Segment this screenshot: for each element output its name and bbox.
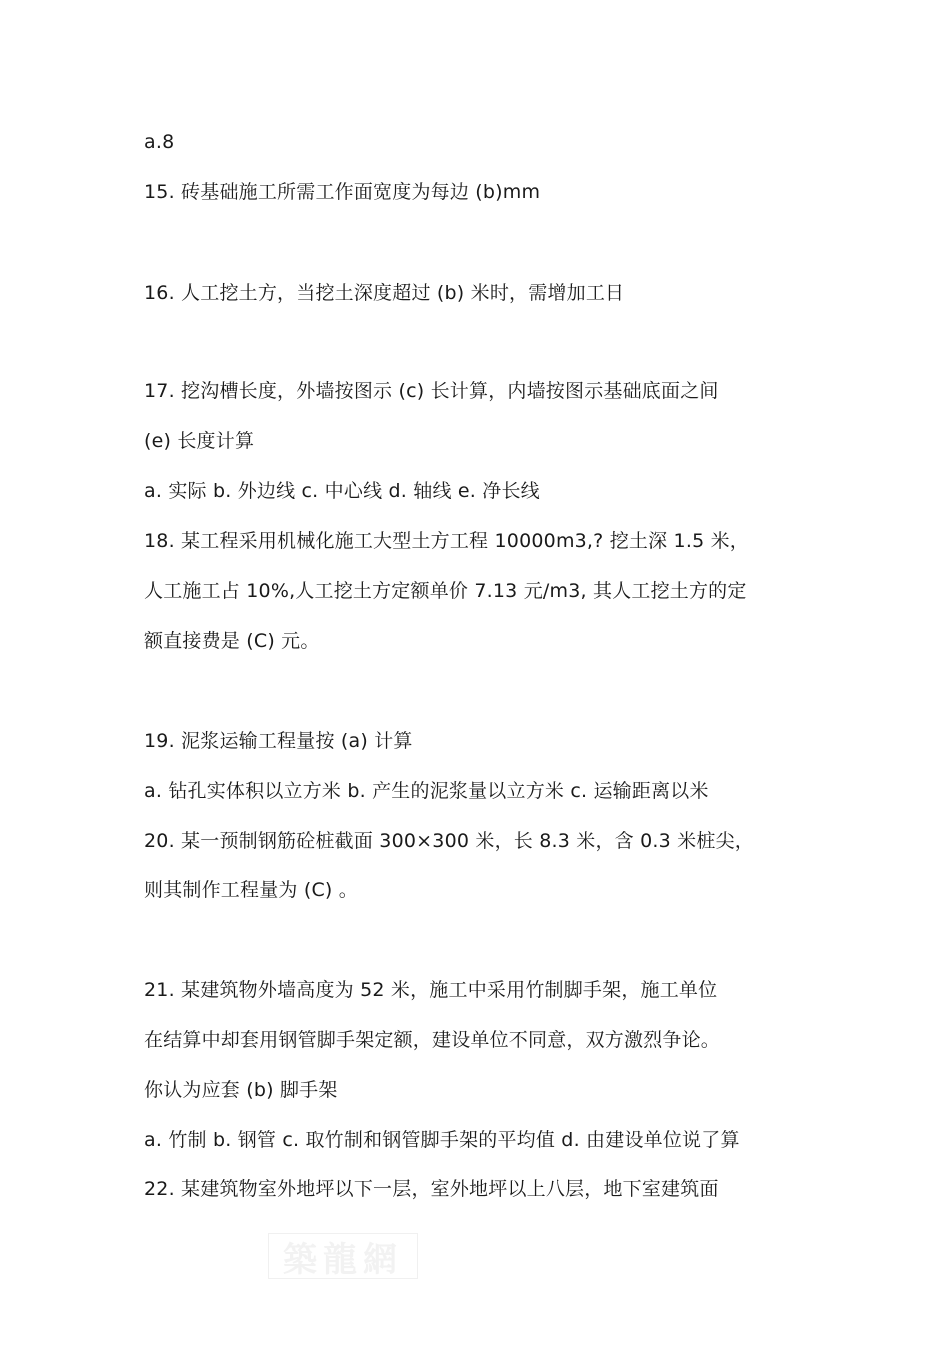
question-20: 20. 某一预制钢筋砼桩截面 300×300 米，长 8.3 米，含 0.3 米桩尖， xyxy=(144,830,754,852)
question-15: 15. 砖基础施工所需工作面宽度为每边 (b)mm xyxy=(144,181,541,203)
question-18: 18. 某工程采用机械化施工大型土方工程 10000m3,? 挖土深 1.5 米， xyxy=(144,530,749,552)
question-16: 16. 人工挖土方，当挖土深度超过 (b) 米时，需增加工日 xyxy=(144,282,625,304)
watermark-logo xyxy=(268,1233,418,1279)
options-21: a. 竹制 b. 钢管 c. 取竹制和钢管脚手架的平均值 d. 由建设单位说了算 xyxy=(144,1129,740,1151)
text-line: 人工施工占 10%,人工挖土方定额单价 7.13 元/m3, 其人工挖土方的定 xyxy=(144,580,747,602)
question-17: 17. 挖沟槽长度，外墙按图示 (c) 长计算，内墙按图示基础底面之间 xyxy=(144,380,719,402)
text-line: 则其制作工程量为 (C) 。 xyxy=(144,879,358,901)
options-19: a. 钻孔实体积以立方米 b. 产生的泥浆量以立方米 c. 运输距离以米 xyxy=(144,780,709,802)
watermark-text: 築龍網 xyxy=(283,1239,403,1280)
options-17: a. 实际 b. 外边线 c. 中心线 d. 轴线 e. 净长线 xyxy=(144,480,540,502)
text-line: 额直接费是 (C) 元。 xyxy=(144,630,320,652)
question-22: 22. 某建筑物室外地坪以下一层，室外地坪以上八层，地下室建筑面 xyxy=(144,1178,719,1200)
question-19: 19. 泥浆运输工程量按 (a) 计算 xyxy=(144,730,413,752)
question-21: 21. 某建筑物外墙高度为 52 米，施工中采用竹制脚手架，施工单位 xyxy=(144,979,718,1001)
text-line: a.8 xyxy=(144,131,175,153)
text-line: 你认为应套 (b) 脚手架 xyxy=(144,1079,338,1101)
text-line: 在结算中却套用钢管脚手架定额，建设单位不同意，双方激烈争论。 xyxy=(144,1029,721,1051)
text-line: (e) 长度计算 xyxy=(144,430,255,452)
